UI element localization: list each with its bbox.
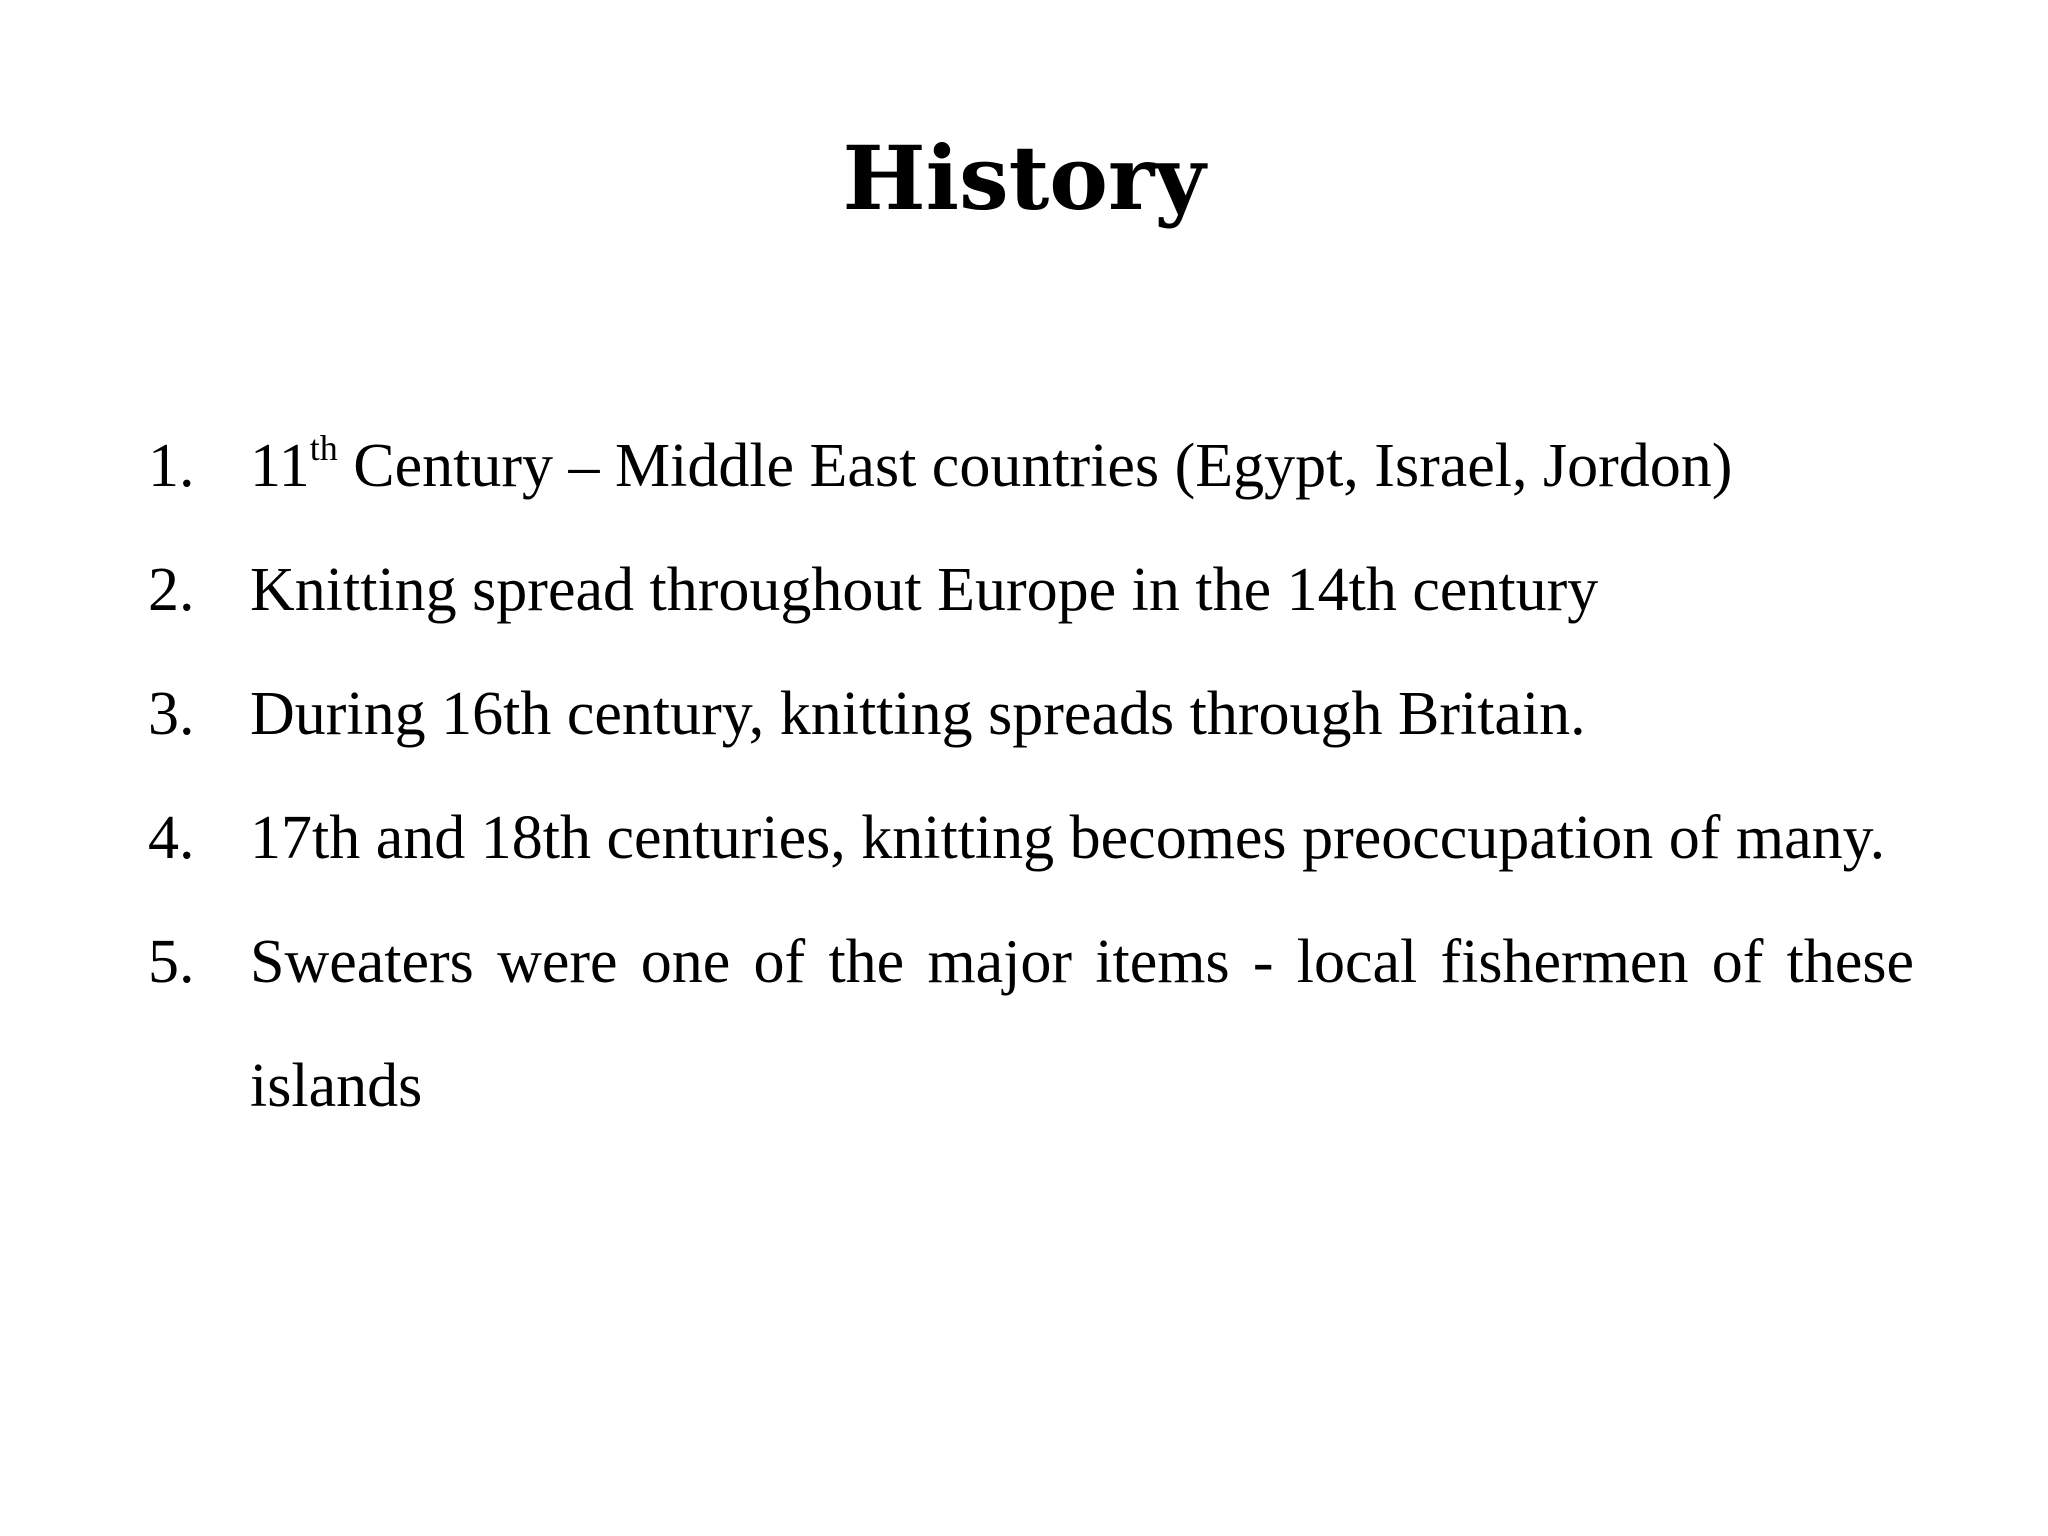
list-item-text: 17th and 18th centuries, knitting becomes preoccupation of many. xyxy=(250,804,1886,872)
list-item-text: Century – Middle East countries (Egypt, Israel, Jordon) xyxy=(337,432,1733,500)
list-item xyxy=(148,900,1914,1148)
list-item-superscript: th xyxy=(309,428,338,468)
list-item-text: Sweaters were one of the major items - local fishermen of these islands xyxy=(250,928,1914,1120)
list-item xyxy=(148,404,1914,528)
list-item-number: 3. xyxy=(148,680,195,748)
list-item-number: 5. xyxy=(148,928,195,996)
slide-title: History xyxy=(842,126,1206,230)
list-item xyxy=(148,528,1914,652)
list-item xyxy=(148,776,1914,900)
list-item-lead: 11 xyxy=(250,432,310,500)
list-item-number: 1. xyxy=(148,432,195,500)
list-item-text: During 16th century, knitting spreads through Britain. xyxy=(250,680,1586,748)
list-item-number: 2. xyxy=(148,556,195,624)
list-item-number: 4. xyxy=(148,804,195,872)
history-list xyxy=(148,404,1914,1148)
list-item xyxy=(148,652,1914,776)
list-item-text: Knitting spread throughout Europe in the 14th century xyxy=(250,556,1599,624)
